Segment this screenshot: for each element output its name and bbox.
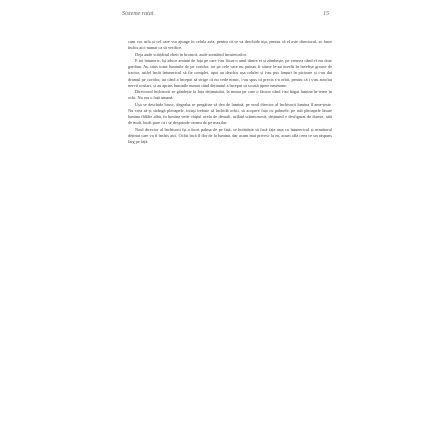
paragraph: Ușa se deschide brusc, degeaba se pregătise să dea de lumină, pe noul director al închisorii lumina îl ame-țește. Nu vrea să-și strângă pleoapele, totuși trebuie să închidă ochii, să acopere fața cu palmele, pe sub pleoapele lăsate lumina fâlfâie albă, în lumina vede chipul acela de demult, urlând schimonosit, deținutul e desfigurat de durere, atât de mult, încât pare că i se desprinde carnea de pe maxilar. — [128, 101, 332, 126]
paragraph: Directorul închisorii se gândește la fața deținutului, la mutra pe care o făcuse când i-au băgat lumina în-terne în ochi. Nu era o față umană. — [128, 89, 332, 101]
page-number: 15 — [323, 11, 329, 17]
running-head-title: Sisteme ratat — [122, 11, 154, 17]
paragraph: E tot întuneric, își aduce aminte de fața pe care i-au făcut-o unul dintre ei și zâmbește, pe vremea când el era doar gardian. Au stins toate luminile de pe coridor, iar pe cele care nu puteau fi stinse le-au învelit în învelișe groase de tractor, astfel încât întunericul să fie complet, apoi au deschis ușa celulei și i-au pus lanțuri în picioare și i-au dat drumul pe coridor, iar când a început să strige că nu vede nimic, i-au spus că precis s-a orbit, pentru că i s-au atrofiat nervii oculari, și au aprins luminile numai când deținutul a început să scoată țipete neumane. — [128, 57, 332, 88]
running-head — [122, 11, 329, 17]
paragraph: Noul director al închisorii își a încet palma de pe față, se hotărăște să facă fața asta cu întunericul și următorul deținut care va fi închis aici. Ochii încă îl dor de la lumină, dar acum mai privesc la ea, acum află ceea ce un răspuns larg pe față. — [128, 126, 332, 144]
body-text — [128, 39, 332, 145]
paragraph: cum vor urla și cel care vor ajunge în celula asta, pentru că se va deschide ușa, pentru că el este directorul, se lasse închis aici numai ca să verifice. — [128, 39, 332, 51]
paragraph: Deja aude scârțâitul cheii în broască, aude zornăitul încuietorilor. — [135, 51, 247, 57]
